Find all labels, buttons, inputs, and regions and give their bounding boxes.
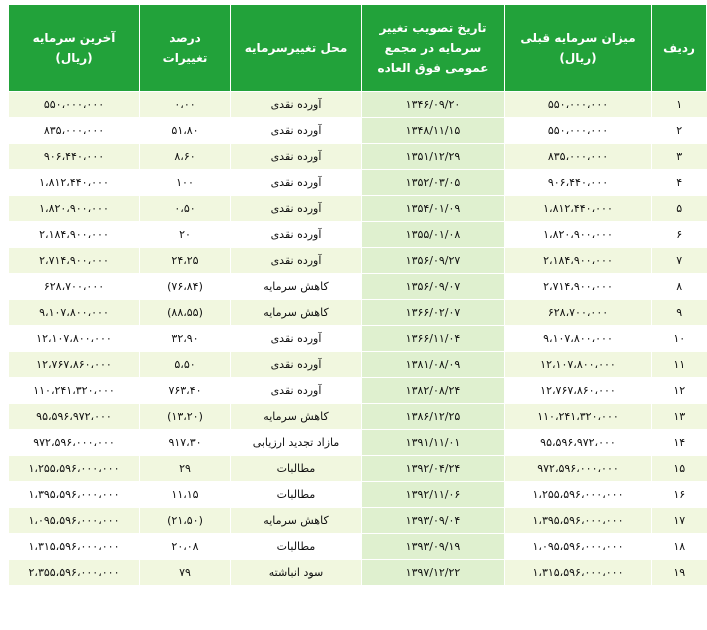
cell-change-source: سود انباشته [231,560,362,586]
cell-change-percent: ۰،۵۰ [140,196,231,222]
cell-approval-date: ۱۳۵۲/۰۳/۰۵ [362,170,505,196]
cell-change-percent: ۲۹ [140,456,231,482]
cell-row-number: ۱۷ [652,508,707,534]
cell-row-number: ۱۲ [652,378,707,404]
cell-last-capital: ۱،۳۱۵،۵۹۶،۰۰۰،۰۰۰ [9,534,140,560]
cell-change-source: آورده نقدی [231,378,362,404]
cell-last-capital: ۵۵۰،۰۰۰،۰۰۰ [9,92,140,118]
cell-change-source: آورده نقدی [231,196,362,222]
cell-last-capital: ۲،۳۵۵،۵۹۶،۰۰۰،۰۰۰ [9,560,140,586]
cell-change-percent: ۳۲،۹۰ [140,326,231,352]
cell-change-percent: (۱۳،۲۰) [140,404,231,430]
cell-change-source: آورده نقدی [231,170,362,196]
table-row [9,482,707,508]
table-row [9,430,707,456]
table-row [9,170,707,196]
cell-row-number: ۴ [652,170,707,196]
cell-change-source: آورده نقدی [231,222,362,248]
cell-change-source: مازاد تجدید ارزیابی [231,430,362,456]
cell-last-capital: ۹۰۶،۴۴۰،۰۰۰ [9,144,140,170]
cell-approval-date: ۱۳۸۱/۰۸/۰۹ [362,352,505,378]
table-row [9,352,707,378]
cell-previous-capital: ۲،۱۸۴،۹۰۰،۰۰۰ [505,248,652,274]
table-row [9,222,707,248]
cell-previous-capital: ۱۲،۱۰۷،۸۰۰،۰۰۰ [505,352,652,378]
cell-previous-capital: ۹،۱۰۷،۸۰۰،۰۰۰ [505,326,652,352]
cell-change-percent: ۲۰،۰۸ [140,534,231,560]
cell-approval-date: ۱۳۶۶/۱۱/۰۴ [362,326,505,352]
header-previous-capital: میزان سرمایه قبلی (ریال) [505,5,652,92]
header-change-percent: درصد تغییرات [140,5,231,92]
cell-row-number: ۱۸ [652,534,707,560]
cell-row-number: ۱۰ [652,326,707,352]
cell-change-percent: (۲۱،۵۰) [140,508,231,534]
cell-change-percent: ۹۱۷،۳۰ [140,430,231,456]
cell-change-source: کاهش سرمایه [231,300,362,326]
cell-last-capital: ۹،۱۰۷،۸۰۰،۰۰۰ [9,300,140,326]
cell-change-source: مطالبات [231,534,362,560]
cell-previous-capital: ۲،۷۱۴،۹۰۰،۰۰۰ [505,274,652,300]
cell-approval-date: ۱۳۴۸/۱۱/۱۵ [362,118,505,144]
cell-change-source: کاهش سرمایه [231,404,362,430]
cell-change-percent: ۰،۰۰ [140,92,231,118]
cell-row-number: ۵ [652,196,707,222]
cell-change-percent: ۷۶۳،۴۰ [140,378,231,404]
cell-change-percent: ۲۰ [140,222,231,248]
cell-row-number: ۶ [652,222,707,248]
cell-change-source: آورده نقدی [231,352,362,378]
cell-row-number: ۳ [652,144,707,170]
cell-last-capital: ۹۷۲،۵۹۶،۰۰۰،۰۰۰ [9,430,140,456]
header-row [9,5,707,92]
table-row [9,274,707,300]
cell-previous-capital: ۹۵،۵۹۶،۹۷۲،۰۰۰ [505,430,652,456]
cell-last-capital: ۱،۸۲۰،۹۰۰،۰۰۰ [9,196,140,222]
capital-history-table [8,4,707,586]
cell-change-percent: ۷۹ [140,560,231,586]
cell-previous-capital: ۱،۲۵۵،۵۹۶،۰۰۰،۰۰۰ [505,482,652,508]
cell-row-number: ۱۵ [652,456,707,482]
cell-approval-date: ۱۳۵۴/۰۱/۰۹ [362,196,505,222]
cell-last-capital: ۱،۸۱۲،۴۴۰،۰۰۰ [9,170,140,196]
cell-approval-date: ۱۳۹۱/۱۱/۰۱ [362,430,505,456]
cell-row-number: ۱۱ [652,352,707,378]
cell-change-source: آورده نقدی [231,248,362,274]
cell-change-source: آورده نقدی [231,118,362,144]
cell-change-source: مطالبات [231,456,362,482]
cell-change-source: آورده نقدی [231,144,362,170]
cell-row-number: ۹ [652,300,707,326]
cell-change-percent: ۱۱،۱۵ [140,482,231,508]
table-row [9,378,707,404]
table-row [9,144,707,170]
cell-last-capital: ۱،۰۹۵،۵۹۶،۰۰۰،۰۰۰ [9,508,140,534]
cell-approval-date: ۱۳۸۲/۰۸/۲۴ [362,378,505,404]
cell-previous-capital: ۱،۸۱۲،۴۴۰،۰۰۰ [505,196,652,222]
table-row [9,456,707,482]
cell-change-percent: ۵۱،۸۰ [140,118,231,144]
cell-previous-capital: ۱،۸۲۰،۹۰۰،۰۰۰ [505,222,652,248]
cell-approval-date: ۱۳۶۶/۰۲/۰۷ [362,300,505,326]
cell-last-capital: ۸۳۵،۰۰۰،۰۰۰ [9,118,140,144]
cell-approval-date: ۱۳۸۶/۱۲/۲۵ [362,404,505,430]
table-row [9,118,707,144]
cell-last-capital: ۱،۲۵۵،۵۹۶،۰۰۰،۰۰۰ [9,456,140,482]
cell-approval-date: ۱۳۹۲/۱۱/۰۶ [362,482,505,508]
cell-change-percent: ۸،۶۰ [140,144,231,170]
cell-change-percent: ۵،۵۰ [140,352,231,378]
table-row [9,404,707,430]
cell-change-percent: (۷۶،۸۴) [140,274,231,300]
cell-approval-date: ۱۳۵۱/۱۲/۲۹ [362,144,505,170]
cell-approval-date: ۱۳۹۲/۰۴/۲۴ [362,456,505,482]
cell-approval-date: ۱۳۹۳/۰۹/۱۹ [362,534,505,560]
table-row [9,326,707,352]
cell-change-percent: (۸۸،۵۵) [140,300,231,326]
table-row [9,560,707,586]
cell-change-source: کاهش سرمایه [231,508,362,534]
cell-change-source: آورده نقدی [231,326,362,352]
cell-last-capital: ۱۲،۷۶۷،۸۶۰،۰۰۰ [9,352,140,378]
cell-last-capital: ۲،۱۸۴،۹۰۰،۰۰۰ [9,222,140,248]
cell-row-number: ۱۴ [652,430,707,456]
table-row [9,300,707,326]
cell-last-capital: ۱۱۰،۲۴۱،۳۲۰،۰۰۰ [9,378,140,404]
header-approval-date: تاریخ تصویب تغییر سرمایه در مجمع عمومی فوق العاده [362,5,505,92]
cell-row-number: ۱۳ [652,404,707,430]
cell-row-number: ۷ [652,248,707,274]
cell-previous-capital: ۵۵۰،۰۰۰،۰۰۰ [505,118,652,144]
cell-row-number: ۱۹ [652,560,707,586]
table-row [9,534,707,560]
cell-previous-capital: ۸۳۵،۰۰۰،۰۰۰ [505,144,652,170]
cell-previous-capital: ۵۵۰،۰۰۰،۰۰۰ [505,92,652,118]
cell-row-number: ۸ [652,274,707,300]
cell-approval-date: ۱۳۵۶/۰۹/۰۷ [362,274,505,300]
cell-row-number: ۱ [652,92,707,118]
cell-last-capital: ۲،۷۱۴،۹۰۰،۰۰۰ [9,248,140,274]
table-row [9,248,707,274]
cell-previous-capital: ۱۱۰،۲۴۱،۳۲۰،۰۰۰ [505,404,652,430]
cell-change-source: کاهش سرمایه [231,274,362,300]
table-row [9,196,707,222]
cell-last-capital: ۹۵،۵۹۶،۹۷۲،۰۰۰ [9,404,140,430]
cell-last-capital: ۶۲۸،۷۰۰،۰۰۰ [9,274,140,300]
cell-change-source: آورده نقدی [231,92,362,118]
header-change-source: محل تغییرسرمایه [231,5,362,92]
cell-change-percent: ۲۴،۲۵ [140,248,231,274]
cell-approval-date: ۱۳۵۶/۰۹/۲۷ [362,248,505,274]
cell-previous-capital: ۱،۳۹۵،۵۹۶،۰۰۰،۰۰۰ [505,508,652,534]
cell-row-number: ۱۶ [652,482,707,508]
cell-row-number: ۲ [652,118,707,144]
cell-change-source: مطالبات [231,482,362,508]
cell-last-capital: ۱۲،۱۰۷،۸۰۰،۰۰۰ [9,326,140,352]
cell-change-percent: ۱۰۰ [140,170,231,196]
cell-previous-capital: ۱،۳۱۵،۵۹۶،۰۰۰،۰۰۰ [505,560,652,586]
cell-approval-date: ۱۳۹۷/۱۲/۲۲ [362,560,505,586]
cell-previous-capital: ۹۷۲،۵۹۶،۰۰۰،۰۰۰ [505,456,652,482]
cell-approval-date: ۱۳۹۳/۰۹/۰۴ [362,508,505,534]
cell-last-capital: ۱،۳۹۵،۵۹۶،۰۰۰،۰۰۰ [9,482,140,508]
table-row [9,92,707,118]
table-row [9,508,707,534]
cell-previous-capital: ۶۲۸،۷۰۰،۰۰۰ [505,300,652,326]
cell-previous-capital: ۱۲،۷۶۷،۸۶۰،۰۰۰ [505,378,652,404]
cell-approval-date: ۱۳۵۵/۰۱/۰۸ [362,222,505,248]
header-last-capital: آخرین سرمایه (ریال) [9,5,140,92]
cell-previous-capital: ۹۰۶،۴۴۰،۰۰۰ [505,170,652,196]
cell-previous-capital: ۱،۰۹۵،۵۹۶،۰۰۰،۰۰۰ [505,534,652,560]
cell-approval-date: ۱۳۴۶/۰۹/۲۰ [362,92,505,118]
header-row-number: ردیف [652,5,707,92]
